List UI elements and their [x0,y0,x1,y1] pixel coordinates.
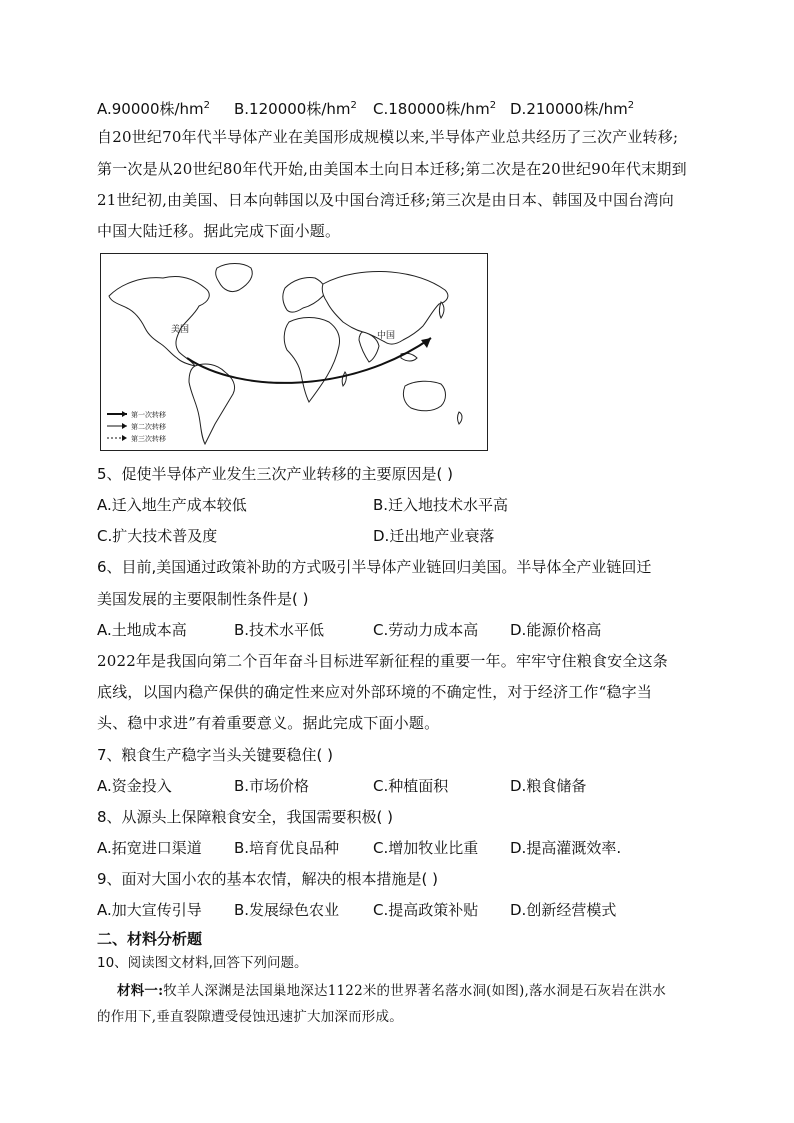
q8-option-b: B.培育优良品种 [234,839,340,857]
q9-option-c: C.提高政策补贴 [373,901,479,919]
japan-shape [440,302,445,318]
q5-stem: 5、促使半导体产业发生三次产业转移的主要原因是( ) [97,465,454,483]
q9-option-b: B.发展绿色农业 [234,901,340,919]
australia-shape [403,381,445,411]
q5-option-b: B.迁入地技术水平高 [373,496,509,514]
q8-option-a: A.拓宽进口渠道 [97,839,202,857]
q5-option-d: D.迁出地产业衰落 [373,527,495,545]
q5-option-c: C.扩大技术普及度 [97,527,218,545]
passage1-line-2: 第一次是从20世纪80年代开始,由美国本土向日本迁移;第二次是在20世纪90年代末期到 [97,160,687,178]
section-2-title: 二、材料分析题 [97,930,203,948]
q10-material-line-2: 的作用下,垂直裂隙遭受侵蚀迅速扩大加深而形成。 [97,1009,403,1025]
madagascar-shape [342,372,346,386]
q4-option-d: D.210000株$/hm^2$ [510,100,635,118]
q7-stem: 7、粮食生产稳字当头关键要稳住( ) [97,746,334,764]
legend-third: 第三次转移 [131,435,166,443]
q7-options [97,776,697,796]
africa-shape [284,318,339,403]
label-usa: 美国 [171,325,190,335]
q6-option-c: C.劳动力成本高 [373,621,479,639]
passage1-line-1: 自20世纪70年代半导体产业在美国形成规模以来,半导体产业总共经历了三次产业转移; [97,128,679,146]
q9-option-d: D.创新经营模式 [510,901,617,919]
q9-options [97,900,697,920]
q9-stem: 9、面对大国小农的基本农情，解决的根本措施是( ) [97,870,439,888]
q6-option-d: D.能源价格高 [510,621,602,639]
q8-option-c: C.增加牧业比重 [373,839,479,857]
greenland-shape [216,264,253,292]
q7-option-c: C.种植面积 [373,777,449,795]
q4-option-b: B.120000株$/hm^2$ [234,100,357,118]
q8-options [97,838,697,858]
europe-shape [283,277,325,312]
passage1-line-3: 21世纪初,由美国、日本向韩国以及中国台湾迁移;第三次是由日本、韩国及中国台湾向 [97,191,674,209]
legend-first: 第一次转移 [131,411,166,419]
q6-stem-line-2: 美国发展的主要限制性条件是( ) [97,590,309,608]
world-map-figure [100,253,488,451]
q6-options [97,620,697,640]
q10-material-text-1: 牧羊人深渊是法国巢地深达1122米的世界著名落水洞(如图),落水洞是石灰岩在洪水 [163,983,666,999]
q8-stem: 8、从源头上保障粮食安全，我国需要积极( ) [97,808,394,826]
q7-option-b: B.市场价格 [234,777,310,795]
q7-option-a: A.资金投入 [97,777,172,795]
q4-option-c: C.180000株$/hm^2$ [373,100,497,118]
passage2-line-3: 头、稳中求进”有着重要意义。据此完成下面小题。 [97,714,440,732]
passage1-line-4: 中国大陆迁移。据此完成下面小题。 [97,222,341,240]
label-china: 中国 [377,331,396,341]
q9-option-a: A.加大宣传引导 [97,901,202,919]
q5-option-a: A.迁入地生产成本较低 [97,496,247,514]
q8-option-d: D.提高灌溉效率. [510,839,622,857]
new-zealand-shape [458,412,463,424]
q6-stem-line-1: 6、目前,美国通过政策补助的方式吸引半导体产业链回归美国。半导体全产业链回迁 [97,558,652,576]
passage2-line-2: 底线，以国内稳产保供的确定性来应对外部环境的不确定性，对于经济工作“稳字当 [97,683,653,701]
world-map-svg [101,254,487,450]
passage2-line-1: 2022年是我国向第二个百年奋斗目标进军新征程的重要一年。牢牢守住粮食安全这条 [97,652,668,670]
map-legend [107,410,166,443]
legend-second: 第二次转移 [131,423,166,431]
q6-option-b: B.技术水平低 [234,621,325,639]
q10-material-label: 材料一: [117,983,164,999]
q6-option-a: A.土地成本高 [97,621,187,639]
q5-options-row2 [97,526,697,546]
q10-stem: 10、阅读图文材料,回答下列问题。 [97,955,308,971]
north-america-shape [109,276,209,366]
q10-material-line-1 [117,981,666,1001]
q4-option-a: A.90000株$/hm^2$ [97,100,211,118]
q4-options [97,96,697,116]
q7-option-d: D.粮食储备 [510,777,587,795]
q5-options-row1 [97,495,697,515]
